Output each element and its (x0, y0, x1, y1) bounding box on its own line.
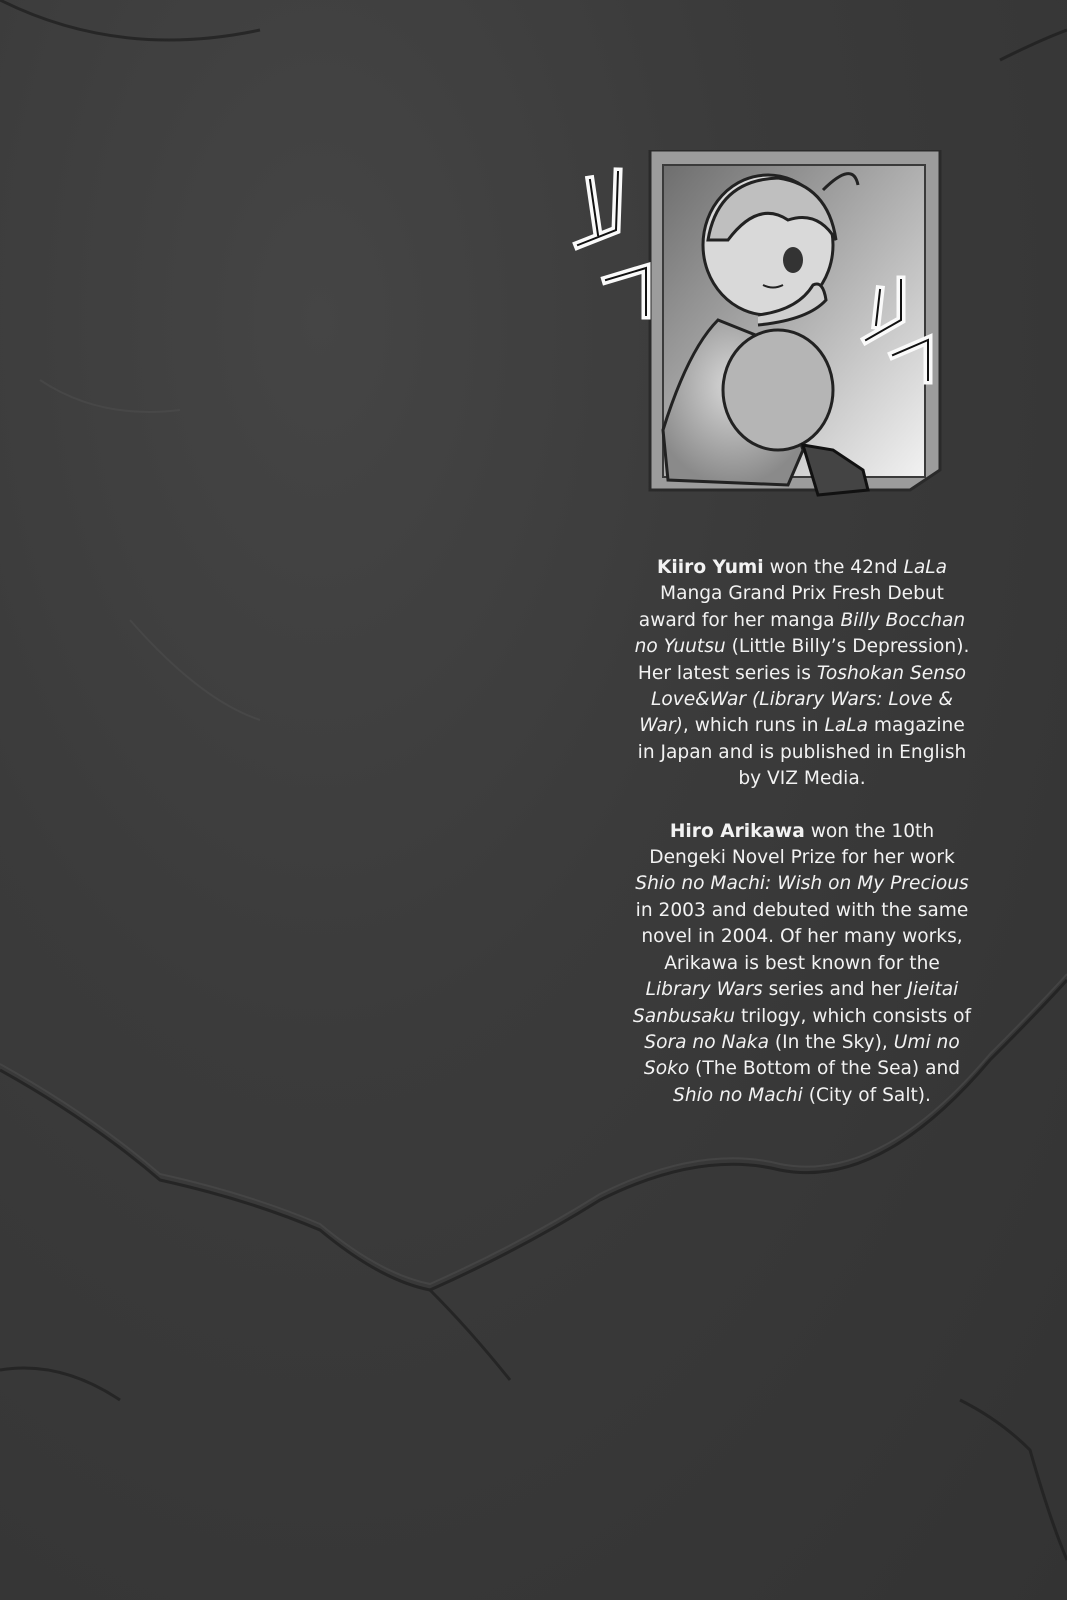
bio-title-text: Sora no Naka (644, 1031, 769, 1053)
bio-title-text: Jieitai Sanbusaku (632, 979, 959, 1027)
bio-text: Manga Grand Prix Fresh Debut award for her manga (638, 583, 944, 631)
author-chibi-illustration (568, 150, 963, 505)
bio-illustrator (632, 555, 972, 793)
bio-text: series and her (762, 979, 908, 1001)
bio-text: in 2003 and debuted with the same novel in 2004. Of her many works, Arikawa is best known for the (635, 899, 969, 974)
bio-text: trilogy, which consists of (735, 1005, 972, 1027)
bio-name: Hiro Arikawa (669, 820, 805, 842)
author-portrait (568, 150, 963, 505)
bio-author (632, 819, 972, 1109)
bio-title-text: Library Wars (645, 979, 763, 1001)
bio-text: (Little Billy’s Depression). Her latest series is (637, 636, 970, 684)
bio-text: , which runs in (682, 715, 825, 737)
bio-title-text: Shio no Machi: Wish on My Precious (635, 873, 969, 895)
bio-title-text: Shio no Machi (673, 1084, 803, 1106)
bio-text: won the 10th Dengeki Novel Prize for her work (649, 820, 955, 869)
bio-title-text: Billy Bocchan no Yuutsu (634, 609, 966, 658)
bio-title-text: Toshokan Senso Love&War (Library Wars: Love & War) (639, 662, 967, 737)
bio-text: (In the Sky), (768, 1031, 894, 1053)
bio-text: (The Bottom of the Sea) and (689, 1058, 961, 1080)
bio-text: magazine in Japan and is published in English by VIZ Media. (637, 715, 967, 790)
bio-text: (City of Salt). (802, 1084, 931, 1106)
bio-title-text: Umi no Soko (643, 1031, 960, 1080)
bio-text: won the 42nd (763, 557, 904, 578)
author-bios (632, 555, 972, 1135)
bio-title-text: LaLa (903, 557, 947, 578)
bio-title-text: LaLa (824, 715, 868, 737)
bio-name: Kiiro Yumi (657, 557, 764, 578)
